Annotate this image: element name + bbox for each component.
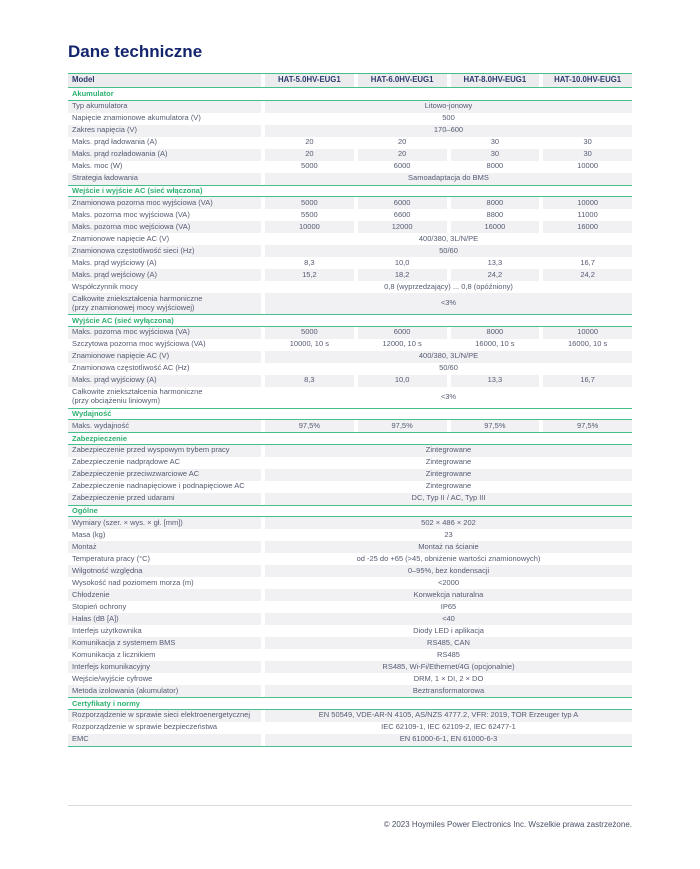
spec-row <box>68 529 632 541</box>
spec-row <box>68 173 632 185</box>
spec-value-span: EN 61000-6-1, EN 61000-6-3 <box>265 734 632 746</box>
spec-row <box>68 445 632 457</box>
spec-value-span: DRM, 1 × DI, 2 × DO <box>413 673 484 683</box>
spec-row <box>68 209 632 221</box>
spec-value: 5000 <box>301 161 318 171</box>
spec-label: Rozporządzenie w sprawie sieci elektroenergetycznej <box>68 710 261 722</box>
spec-row <box>68 589 632 601</box>
spec-section <box>68 314 632 408</box>
spec-row <box>68 493 632 505</box>
spec-value-span: <40 <box>265 613 632 625</box>
spec-row <box>68 661 632 673</box>
spec-value: 10000 <box>265 221 354 233</box>
spec-values <box>261 161 632 173</box>
spec-values <box>261 553 632 565</box>
spec-value: 6000 <box>393 161 411 171</box>
spec-value-span: IEC 62109-1, IEC 62109-2, IEC 62477-1 <box>381 722 516 732</box>
spec-value: 18,2 <box>358 269 447 281</box>
spec-value: 8,3 <box>265 375 354 387</box>
spec-value-span: Zintegrowane <box>265 445 632 457</box>
spec-row <box>68 245 632 257</box>
spec-label: Temperatura pracy (°C) <box>72 553 151 563</box>
spec-row <box>68 387 632 408</box>
spec-row <box>68 541 632 553</box>
spec-row <box>68 327 632 339</box>
spec-values <box>261 209 632 221</box>
spec-label: Wysokość nad poziomem morza (m) <box>72 577 194 587</box>
section-title: Wyjście AC (sieć wyłączona) <box>68 314 632 327</box>
spec-values <box>261 734 632 746</box>
spec-label: Interfejs komunikacyjny <box>68 661 261 673</box>
spec-label: Typ akumulatora <box>68 101 261 113</box>
model-header-label: Model <box>68 74 261 87</box>
spec-label: Maks. pozorna moc wyjściowa (VA) <box>72 209 190 219</box>
spec-values <box>261 281 632 293</box>
spec-value: 20 <box>358 149 447 161</box>
spec-label: Napięcie znamionowe akumulatora (V) <box>72 113 201 123</box>
spec-row <box>68 722 632 734</box>
spec-value: 6000 <box>358 197 447 209</box>
spec-label: Zabezpieczenie przed wyspowym trybem pracy <box>68 445 261 457</box>
model-name-3: HAT-8.0HV-EUG1 <box>451 74 540 87</box>
spec-row <box>68 339 632 351</box>
spec-row <box>68 257 632 269</box>
spec-value: 97,5% <box>265 420 354 432</box>
spec-value: 16000 <box>451 221 540 233</box>
spec-value-span: Zintegrowane <box>265 469 632 481</box>
spec-section <box>68 88 632 185</box>
spec-values <box>261 257 632 269</box>
spec-value-span: 50/60 <box>439 363 458 373</box>
spec-value-span: Zintegrowane <box>425 457 472 467</box>
spec-value-span: RS485 <box>437 649 460 659</box>
section-title: Wydajność <box>68 408 632 421</box>
spec-row <box>68 293 632 314</box>
spec-row <box>68 637 632 649</box>
spec-label: Znamionowa częstotliwość sieci (Hz) <box>68 245 261 257</box>
spec-values <box>261 613 632 625</box>
spec-value: 8000 <box>451 197 540 209</box>
spec-value-span: Zintegrowane <box>425 481 472 491</box>
spec-label: Maks. prąd rozładowania (A) <box>68 149 261 161</box>
spec-value: 12000 <box>358 221 447 233</box>
spec-values <box>261 637 632 649</box>
spec-value: 10000 <box>543 197 632 209</box>
spec-value: 5500 <box>301 209 318 219</box>
spec-value: 8000 <box>486 161 504 171</box>
spec-value-span: RS485, Wi-Fi/Ethernet/4G (opcjonalnie) <box>265 661 632 673</box>
spec-label: Komunikacja z licznikiem <box>72 649 156 659</box>
spec-value: 20 <box>305 137 314 147</box>
spec-label: Znamionowa pozorna moc wyjściowa (VA) <box>68 197 261 209</box>
spec-label: EMC <box>68 734 261 746</box>
spec-value: 16000, 10 s <box>475 339 515 349</box>
spec-values <box>261 625 632 637</box>
spec-section <box>68 432 632 505</box>
spec-values <box>261 541 632 553</box>
spec-values <box>261 245 632 257</box>
spec-values <box>261 493 632 505</box>
spec-value: 6000 <box>358 327 447 339</box>
spec-values <box>261 457 632 469</box>
spec-value: 6600 <box>393 209 411 219</box>
spec-row <box>68 685 632 697</box>
spec-label: Maks. pozorna moc wyjściowa (VA) <box>68 327 261 339</box>
spec-row <box>68 161 632 173</box>
spec-row <box>68 553 632 565</box>
spec-value-span: Montaż na ścianie <box>265 541 632 553</box>
spec-value: 10,0 <box>358 375 447 387</box>
spec-value-span: <2000 <box>437 577 460 587</box>
spec-value-span: IP65 <box>440 601 457 611</box>
spec-label: Komunikacja z systemem BMS <box>68 637 261 649</box>
spec-values <box>261 445 632 457</box>
footer-copyright: © 2023 Hoymiles Power Electronics Inc. Wszelkie prawa zastrzeżone. <box>383 820 632 829</box>
spec-row <box>68 197 632 209</box>
spec-values <box>261 589 632 601</box>
spec-value-span: DC, Typ II / AC, Typ III <box>265 493 632 505</box>
spec-value: 20 <box>397 137 407 147</box>
section-title: Zabezpieczenie <box>68 432 632 445</box>
spec-label: Stopień ochrony <box>72 601 127 611</box>
spec-values <box>261 375 632 387</box>
spec-value: 30 <box>451 149 540 161</box>
spec-table <box>68 73 632 747</box>
spec-section <box>68 185 632 315</box>
spec-row <box>68 517 632 529</box>
spec-row <box>68 233 632 245</box>
table-sections <box>68 88 632 747</box>
spec-row <box>68 577 632 589</box>
spec-values <box>261 101 632 113</box>
spec-section <box>68 505 632 698</box>
spec-value: 5000 <box>265 327 354 339</box>
spec-section <box>68 697 632 747</box>
spec-value: 10000 <box>543 327 632 339</box>
spec-row <box>68 375 632 387</box>
spec-label: Maks. prąd wyjściowy (A) <box>72 257 157 267</box>
spec-label: Zabezpieczenie nadprądowe AC <box>72 457 180 467</box>
spec-value-span: 0–95%, bez kondensacji <box>265 565 632 577</box>
spec-values <box>261 149 632 161</box>
spec-values <box>261 137 632 149</box>
spec-row <box>68 601 632 613</box>
spec-row <box>68 649 632 661</box>
spec-values <box>261 387 632 408</box>
spec-label: Maks. prąd wyjściowy (A) <box>68 375 261 387</box>
spec-label: Zakres napięcia (V) <box>68 125 261 137</box>
spec-value: 13,3 <box>487 257 503 267</box>
spec-label: Interfejs użytkownika <box>72 625 142 635</box>
spec-values <box>261 565 632 577</box>
spec-value: 10000 <box>577 161 599 171</box>
spec-values <box>261 113 632 125</box>
spec-label: Całkowite zniekształcenia harmoniczne (przy znamionowej mocy wyjściowej) <box>68 293 261 314</box>
spec-label: Wejście/wyjście cyfrowe <box>72 673 153 683</box>
spec-label: Współczynnik mocy <box>72 281 138 291</box>
spec-value: 24,2 <box>543 269 632 281</box>
spec-value-span: Konwekcja naturalna <box>265 589 632 601</box>
spec-values <box>261 649 632 661</box>
spec-label: Maks. prąd ładowania (A) <box>72 137 158 147</box>
spec-label: Maks. wydajność <box>68 420 261 432</box>
spec-values <box>261 327 632 339</box>
spec-label: Metoda izolowania (akumulator) <box>68 685 261 697</box>
spec-value-span: 0,8 (wyprzedzający) ... 0,8 (opóźniony) <box>384 281 513 291</box>
spec-value-span: 502 × 486 × 202 <box>265 517 632 529</box>
spec-value: 97,5% <box>543 420 632 432</box>
spec-row <box>68 101 632 113</box>
spec-row <box>68 125 632 137</box>
spec-values <box>261 722 632 734</box>
spec-row <box>68 149 632 161</box>
spec-value: 97,5% <box>451 420 540 432</box>
model-header-values <box>261 74 632 87</box>
page-title: Dane techniczne <box>68 42 203 61</box>
spec-label: Znamionowe napięcie AC (V) <box>72 233 170 243</box>
spec-values <box>261 197 632 209</box>
spec-value-span: <3% <box>265 293 632 314</box>
spec-row <box>68 625 632 637</box>
spec-value: 16,7 <box>580 257 595 267</box>
spec-value-span: 170–600 <box>265 125 632 137</box>
spec-value-span: Diody LED i aplikacja <box>413 625 484 635</box>
spec-value: 13,3 <box>451 375 540 387</box>
spec-section <box>68 408 632 433</box>
spec-values <box>261 661 632 673</box>
spec-value-span: 400/380, 3L/N/PE <box>265 351 632 363</box>
spec-row <box>68 710 632 722</box>
spec-values <box>261 269 632 281</box>
spec-values <box>261 710 632 722</box>
spec-row <box>68 481 632 493</box>
spec-label: Maks. prąd wejściowy (A) <box>68 269 261 281</box>
spec-value: 12000, 10 s <box>382 339 422 349</box>
spec-label: Zabezpieczenie przeciwzwarciowe AC <box>68 469 261 481</box>
spec-value: 8800 <box>486 209 504 219</box>
spec-value-span: 500 <box>442 113 455 123</box>
spec-row <box>68 469 632 481</box>
model-name-4: HAT-10.0HV-EUG1 <box>543 74 632 87</box>
spec-label: Wymiary (szer. × wys. × gł. [mm]) <box>68 517 261 529</box>
spec-row <box>68 221 632 233</box>
spec-values <box>261 339 632 351</box>
spec-row <box>68 565 632 577</box>
spec-value-span: Samoadaptacja do BMS <box>265 173 632 185</box>
spec-values <box>261 529 632 541</box>
model-name-1: HAT-5.0HV-EUG1 <box>265 74 354 87</box>
spec-values <box>261 173 632 185</box>
spec-row <box>68 269 632 281</box>
spec-value: 30 <box>543 149 632 161</box>
spec-value: 16000, 10 s <box>568 339 608 349</box>
spec-row <box>68 351 632 363</box>
spec-label: Zabezpieczenie nadnapięciowe i podnapięciowe AC <box>72 481 245 491</box>
spec-values <box>261 517 632 529</box>
spec-row <box>68 137 632 149</box>
spec-values <box>261 601 632 613</box>
spec-values <box>261 469 632 481</box>
spec-values <box>261 293 632 314</box>
spec-value: 10,0 <box>394 257 410 267</box>
spec-value-span: EN 50549, VDE-AR-N 4105, AS/NZS 4777.2, VFR: 2019, TOR Erzeuger typ A <box>265 710 632 722</box>
section-title: Ogólne <box>68 505 632 518</box>
spec-label: Wilgotność względna <box>68 565 261 577</box>
spec-value-span: 50/60 <box>265 245 632 257</box>
spec-value-span: RS485, CAN <box>265 637 632 649</box>
spec-value-span: od -25 do +65 (>45, obniżenie wartości znamionowych) <box>356 553 541 563</box>
spec-value-span: <3% <box>440 391 457 401</box>
footer-divider <box>68 805 632 806</box>
spec-row <box>68 281 632 293</box>
spec-value: 11000 <box>577 209 598 219</box>
spec-label: Strategia ładowania <box>68 173 261 185</box>
spec-value: 8000 <box>451 327 540 339</box>
section-title: Wejście i wyjście AC (sieć włączona) <box>68 185 632 198</box>
section-title: Certyfikaty i normy <box>68 697 632 710</box>
spec-value: 16000 <box>543 221 632 233</box>
spec-row <box>68 457 632 469</box>
spec-label: Znamionowe napięcie AC (V) <box>68 351 261 363</box>
spec-row <box>68 734 632 746</box>
section-title: Akumulator <box>68 88 632 101</box>
spec-value: 16,7 <box>543 375 632 387</box>
spec-row <box>68 363 632 375</box>
spec-label: Zabezpieczenie przed udarami <box>68 493 261 505</box>
spec-row <box>68 420 632 432</box>
spec-label: Szczytowa pozorna moc wyjściowa (VA) <box>72 339 206 349</box>
spec-values <box>261 351 632 363</box>
spec-value: 97,5% <box>358 420 447 432</box>
spec-label: Maks. pozorna moc wejściowa (VA) <box>68 221 261 233</box>
spec-value: 30 <box>490 137 500 147</box>
spec-label: Maks. moc (W) <box>72 161 123 171</box>
spec-value: 8,3 <box>304 257 315 267</box>
spec-label: Znamionowa częstotliwość AC (Hz) <box>72 363 190 373</box>
spec-values <box>261 685 632 697</box>
spec-value-span: 400/380, 3L/N/PE <box>418 233 479 243</box>
spec-row <box>68 613 632 625</box>
spec-values <box>261 363 632 375</box>
spec-value-span: 23 <box>444 529 453 539</box>
spec-row <box>68 673 632 685</box>
spec-values <box>261 481 632 493</box>
spec-label: Masa (kg) <box>72 529 106 539</box>
model-name-2: HAT-6.0HV-EUG1 <box>358 74 447 87</box>
spec-values <box>261 233 632 245</box>
spec-value: 24,2 <box>451 269 540 281</box>
spec-value: 20 <box>265 149 354 161</box>
spec-values <box>261 221 632 233</box>
spec-value-span: Litowo-jonowy <box>265 101 632 113</box>
spec-row <box>68 113 632 125</box>
spec-values <box>261 420 632 432</box>
spec-label: Chłodzenie <box>68 589 261 601</box>
spec-value: 30 <box>583 137 592 147</box>
table-header-row <box>68 74 632 88</box>
spec-label: Rozporządzenie w sprawie bezpieczeństwa <box>72 722 218 732</box>
spec-label: Montaż <box>68 541 261 553</box>
spec-label: Hałas (dB [A]) <box>68 613 261 625</box>
spec-values <box>261 125 632 137</box>
spec-value: 5000 <box>265 197 354 209</box>
spec-value-span: Beztransformatorowa <box>265 685 632 697</box>
spec-label: Całkowite zniekształcenia harmoniczne (przy obciążeniu liniowym) <box>72 387 203 405</box>
spec-values <box>261 673 632 685</box>
spec-values <box>261 577 632 589</box>
spec-value: 15,2 <box>265 269 354 281</box>
spec-value: 10000, 10 s <box>289 339 329 349</box>
